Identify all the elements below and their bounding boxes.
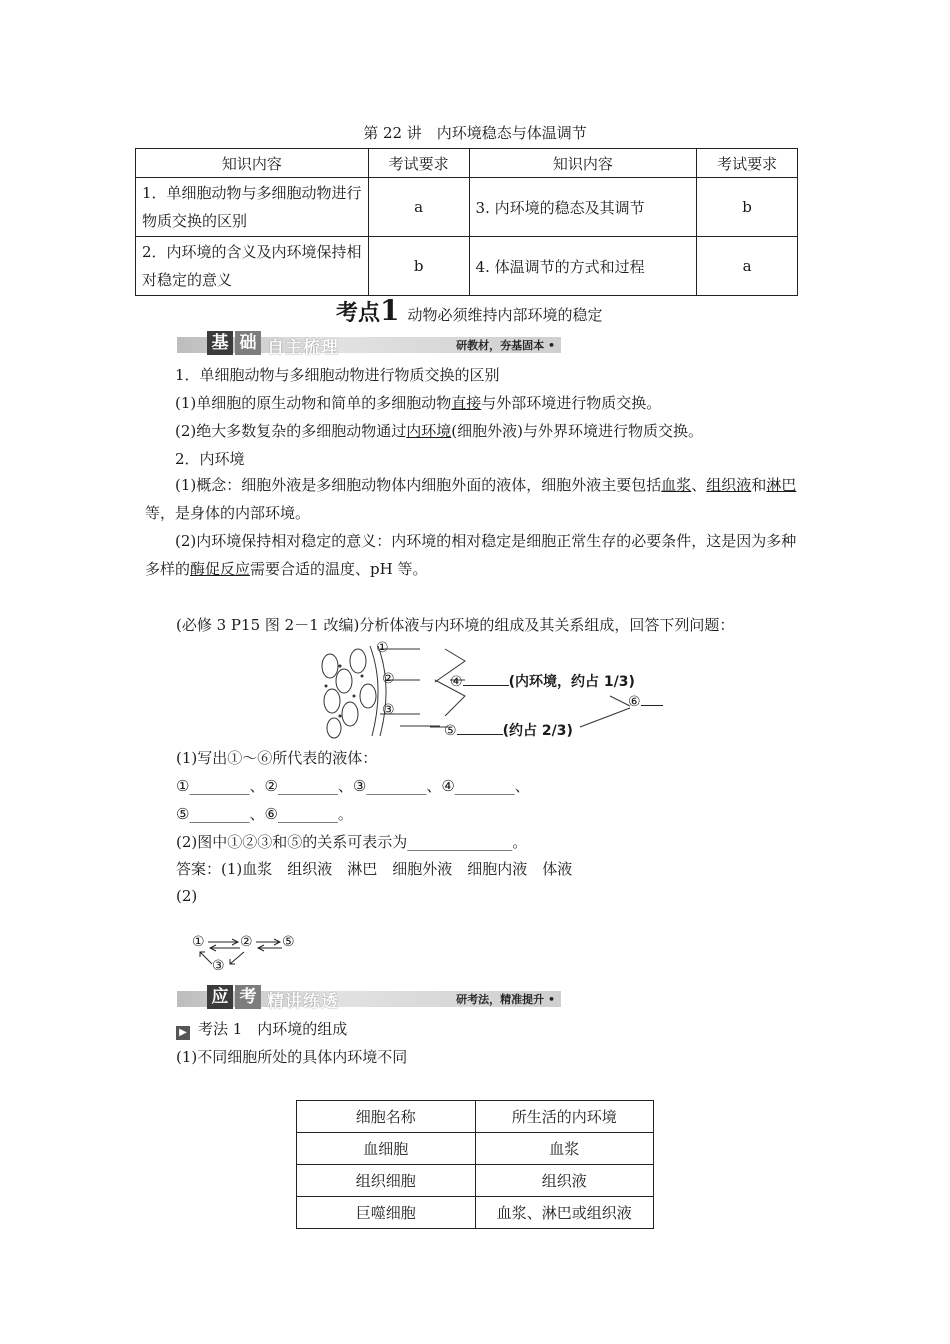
banner-tag: 研考法，精准提升 • — [456, 993, 555, 1006]
table-header: 细胞名称 — [297, 1101, 476, 1133]
question-2: (2)图中①②③和⑤的关系可表示为______________。 — [176, 833, 528, 851]
diagram-label-2: ② — [382, 671, 395, 687]
answer-line: (2) — [176, 887, 198, 905]
banner-char-box: 考 — [235, 985, 261, 1009]
table-row — [297, 1165, 654, 1197]
section-heading: 2．内环境 — [175, 450, 245, 468]
paragraph: (2)绝大多数复杂的多细胞动物通过内环境(细胞外液)与外界环境进行物质交换。 — [175, 422, 703, 440]
table-cell: 血浆、淋巴或组织液 — [475, 1197, 654, 1229]
table-header: 考试要求 — [697, 149, 798, 178]
answer-underline: 内环境 — [406, 422, 452, 440]
lesson-title: 第 22 讲 内环境稳态与体温调节 — [363, 124, 587, 142]
table-cell: a — [697, 237, 798, 296]
diagram-label-5: ⑤ (约占 2/3) — [444, 723, 573, 739]
banner-char-box: 基 — [207, 331, 233, 355]
banner-char-box: 应 — [207, 985, 233, 1009]
arrow-icon — [196, 950, 256, 970]
section-banner-exam — [177, 985, 561, 1011]
question-1: (1)写出①～⑥所代表的液体： — [176, 749, 378, 767]
paragraph: (2)内环境保持相对稳定的意义：内环境的相对稳定是细胞正常生存的必要条件，这是因为多种多样的酶促反应需要合适的温度、pH 等。 — [145, 532, 797, 578]
table-header-row — [297, 1101, 654, 1133]
table-cell: a — [368, 178, 469, 237]
table-header: 知识内容 — [136, 149, 369, 178]
table-header: 所生活的内环境 — [475, 1101, 654, 1133]
kaofa-subheading: (1)不同细胞所处的具体内环境不同 — [176, 1048, 408, 1066]
relationship-node-3: ③ — [212, 958, 225, 974]
table-cell: 4. 体温调节的方式和过程 — [469, 237, 697, 296]
table-header-row — [136, 149, 798, 178]
section-heading: 1．单细胞动物与多细胞动物进行物质交换的区别 — [175, 366, 500, 384]
table-header: 知识内容 — [469, 149, 697, 178]
table-cell: 血浆 — [475, 1133, 654, 1165]
relationship-node-1: ① — [192, 934, 205, 950]
kaodian-title: 动物必须维持内部环境的稳定 — [407, 306, 603, 324]
table-row — [136, 237, 798, 296]
table-cell: b — [368, 237, 469, 296]
answer-line: 答案：(1)血浆 组织液 淋巴 细胞外液 细胞内液 体液 — [176, 860, 573, 878]
relationship-diagram — [188, 934, 298, 974]
kaodian-heading — [336, 294, 603, 327]
answer-underline: 酶促反应 — [190, 560, 251, 578]
answer-underline: 直接 — [451, 394, 482, 412]
banner-title: 自主梳理 — [267, 338, 339, 358]
cell-environment-table — [296, 1100, 654, 1229]
table-row — [136, 178, 798, 237]
diagram-label-6: ⑥ — [628, 694, 663, 710]
table-row — [297, 1197, 654, 1229]
table-cell: 2．内环境的含义及内环境保持相对稳定的意义 — [136, 237, 369, 296]
table-cell: b — [697, 178, 798, 237]
table-cell: 组织细胞 — [297, 1165, 476, 1197]
banner-title: 精讲练透 — [267, 992, 339, 1012]
banner-char-box: 础 — [235, 331, 261, 355]
diagram-label-1: ① — [376, 640, 389, 656]
diagram-label-4: ④ (内环境，约占 1/3) — [450, 674, 635, 690]
double-arrow-icon — [254, 938, 284, 952]
table-cell: 1．单细胞动物与多细胞动物进行物质交换的区别 — [136, 178, 369, 237]
question-1-blanks: ①________、②________、③________、④________、 — [176, 777, 530, 795]
paragraph: (1)单细胞的原生动物和简单的多细胞动物直接与外部环境进行物质交换。 — [175, 394, 662, 412]
kaodian-label: 考点 — [336, 300, 381, 326]
question-1-blanks: ⑤________、⑥________。 — [176, 805, 353, 823]
kaodian-number: 1 — [380, 294, 400, 327]
table-header: 考试要求 — [368, 149, 469, 178]
body-fluid-diagram — [310, 636, 680, 746]
requirements-table — [135, 148, 798, 296]
question-intro: (必修 3 P15 图 2－1 改编)分析体液与内环境的组成及其关系组成，回答下列问题： — [176, 616, 735, 634]
relationship-node-2: ② — [240, 934, 253, 950]
table-cell: 血细胞 — [297, 1133, 476, 1165]
play-triangle-icon: ▶ — [176, 1026, 190, 1040]
table-cell: 巨噬细胞 — [297, 1197, 476, 1229]
answer-underline: 血浆 — [661, 476, 692, 494]
paragraph: (1)概念：细胞外液是多细胞动物体内细胞外面的液体，细胞外液主要包括血浆、组织液和淋巴等，是身体的内部环境。 — [145, 476, 797, 522]
table-cell: 组织液 — [475, 1165, 654, 1197]
table-row — [297, 1133, 654, 1165]
relationship-node-5: ⑤ — [282, 934, 295, 950]
banner-tag: 研教材，夯基固本 • — [456, 339, 555, 352]
kaofa-heading: ▶ 考法 1 内环境的组成 — [176, 1015, 841, 1043]
answer-underline: 组织液 — [706, 476, 752, 494]
table-cell: 3. 内环境的稳态及其调节 — [469, 178, 697, 237]
section-banner-basics — [177, 331, 561, 357]
answer-underline: 淋巴 — [766, 476, 797, 494]
diagram-label-3: ③ — [382, 702, 395, 718]
